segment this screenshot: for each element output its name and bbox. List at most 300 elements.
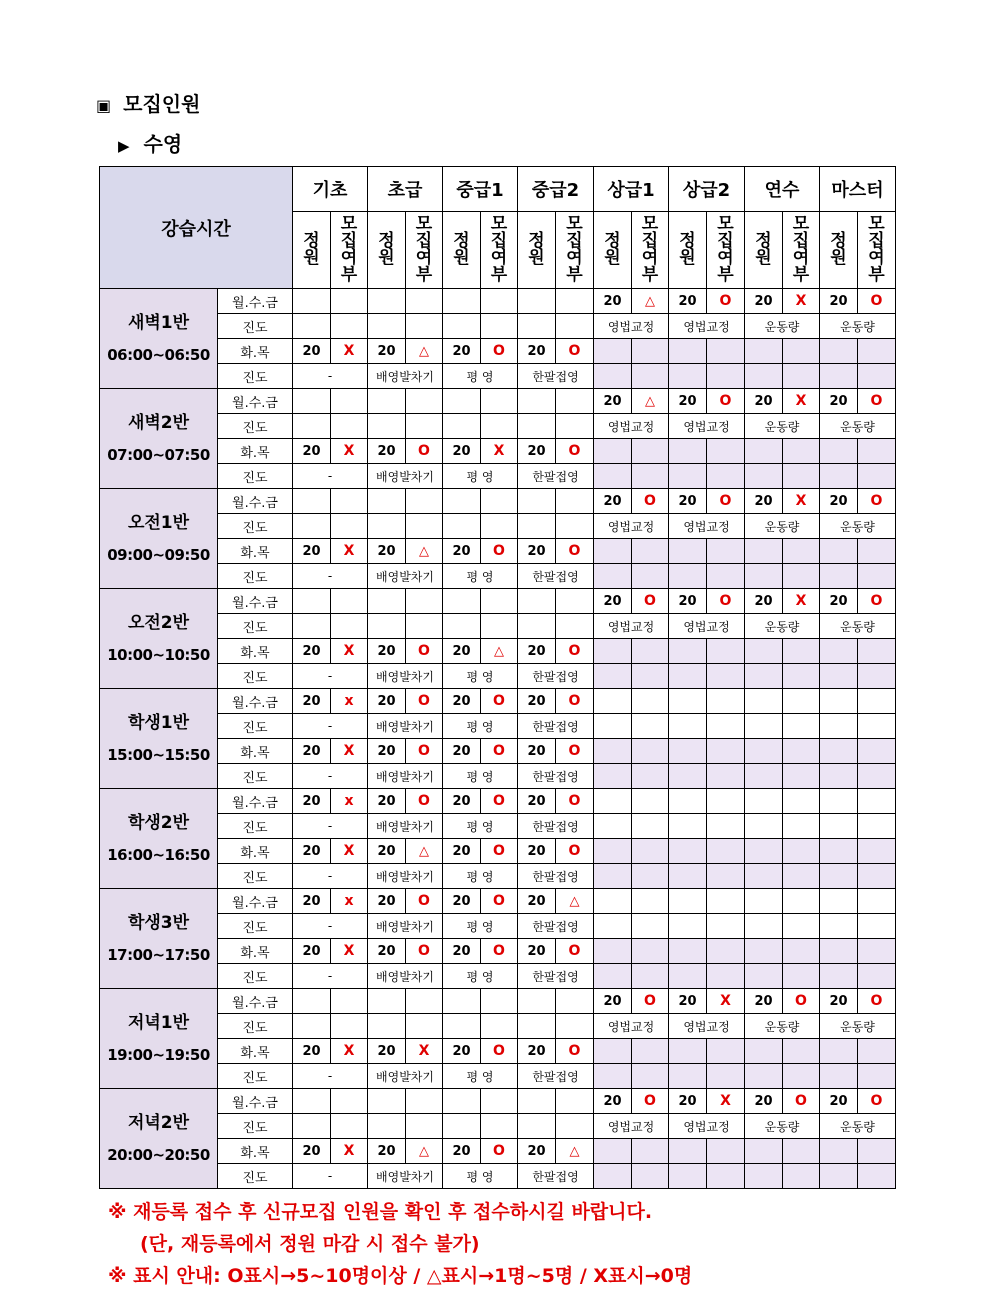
status-mark: O: [406, 739, 443, 764]
corner-header: 강습시간: [100, 167, 293, 289]
empty-cell: [632, 639, 669, 664]
empty-cell: [707, 689, 745, 714]
empty-cell: [556, 289, 594, 314]
empty-cell: [707, 839, 745, 864]
status-mark: x: [331, 789, 368, 814]
empty-cell: [594, 889, 632, 914]
progress-label: 진도: [218, 464, 293, 489]
empty-cell: [707, 539, 745, 564]
table-row: [100, 489, 896, 514]
day-tt-label: 화.목: [218, 439, 293, 464]
capacity-cell: 20: [368, 839, 406, 864]
empty-cell: [669, 889, 707, 914]
status-mark: O: [632, 989, 669, 1014]
class-time: 19:00~19:50: [107, 1045, 210, 1064]
day-mwf-label: 월.수.금: [218, 289, 293, 314]
empty-cell: [820, 789, 858, 814]
empty-cell: [331, 314, 368, 339]
empty-cell: [331, 1114, 368, 1139]
progress-label: 진도: [218, 864, 293, 889]
empty-cell: [632, 939, 669, 964]
empty-cell: [556, 514, 594, 539]
empty-cell: [783, 814, 820, 839]
recruit-status-label: 모집여부: [717, 214, 734, 285]
class-cell: [100, 289, 218, 389]
status-mark: O: [406, 639, 443, 664]
status-mark: O: [632, 1089, 669, 1114]
class-name: 오전1반: [127, 512, 190, 533]
capacity-cell: 20: [820, 589, 858, 614]
empty-cell: [518, 589, 556, 614]
capacity-cell: 20: [820, 489, 858, 514]
progress-cell: 배영발차기: [368, 1064, 443, 1089]
empty-cell: [745, 639, 783, 664]
progress-cell: 한팔접영: [518, 714, 594, 739]
class-name: 학생3반: [127, 912, 190, 933]
empty-cell: [820, 839, 858, 864]
status-mark: O: [858, 489, 896, 514]
day-tt-label: 화.목: [218, 839, 293, 864]
empty-cell: [745, 564, 783, 589]
empty-cell: [443, 614, 481, 639]
capacity-cell: 20: [368, 789, 406, 814]
status-mark: O: [406, 689, 443, 714]
empty-cell: [820, 814, 858, 839]
day-tt-label: 화.목: [218, 339, 293, 364]
empty-cell: [745, 1039, 783, 1064]
status-mark: O: [481, 1139, 518, 1164]
empty-cell: [594, 714, 632, 739]
empty-cell: [745, 1164, 783, 1189]
empty-cell: [783, 1164, 820, 1189]
status-mark: X: [707, 1089, 745, 1114]
empty-cell: [293, 1014, 331, 1039]
empty-cell: [858, 1039, 896, 1064]
empty-cell: [632, 914, 669, 939]
note-reregistration: ※ 재등록 접수 후 신규모집 인원을 확인 후 접수하시길 바랍니다.: [108, 1201, 653, 1223]
capacity-cell: 20: [594, 589, 632, 614]
capacity-cell: 20: [443, 939, 481, 964]
subsection-title: 수영: [143, 132, 183, 156]
progress-cell: -: [293, 364, 368, 389]
empty-cell: [632, 964, 669, 989]
status-mark: X: [406, 1039, 443, 1064]
progress-cell: 한팔접영: [518, 1164, 594, 1189]
capacity-cell: 20: [293, 789, 331, 814]
empty-cell: [368, 614, 406, 639]
capacity-header: [293, 212, 331, 289]
class-cell: [100, 389, 218, 489]
empty-cell: [293, 389, 331, 414]
empty-cell: [707, 814, 745, 839]
recruit-status-label: 모집여부: [566, 214, 583, 285]
table-row: [100, 664, 896, 689]
empty-cell: [707, 339, 745, 364]
progress-cell: -: [293, 914, 368, 939]
empty-cell: [745, 689, 783, 714]
empty-cell: [783, 639, 820, 664]
table-row: [100, 314, 896, 339]
capacity-cell: 20: [518, 839, 556, 864]
progress-cell: 한팔접영: [518, 764, 594, 789]
empty-cell: [858, 939, 896, 964]
empty-cell: [406, 1114, 443, 1139]
empty-cell: [368, 314, 406, 339]
table-row: [100, 914, 896, 939]
empty-cell: [518, 1089, 556, 1114]
status-mark: O: [481, 739, 518, 764]
capacity-cell: 20: [518, 689, 556, 714]
day-tt-label: 화.목: [218, 1039, 293, 1064]
recruit-status-header: [406, 212, 443, 289]
recruit-status-header: [707, 212, 745, 289]
section-heading: [96, 88, 200, 117]
empty-cell: [745, 739, 783, 764]
day-tt-label: 화.목: [218, 639, 293, 664]
empty-cell: [293, 589, 331, 614]
empty-cell: [518, 514, 556, 539]
empty-cell: [594, 1039, 632, 1064]
capacity-cell: 20: [518, 939, 556, 964]
empty-cell: [707, 939, 745, 964]
status-mark: X: [783, 389, 820, 414]
progress-cell: 배영발차기: [368, 364, 443, 389]
progress-cell: 평 영: [443, 464, 518, 489]
empty-cell: [556, 589, 594, 614]
empty-cell: [293, 414, 331, 439]
table-row: [100, 364, 896, 389]
empty-cell: [820, 364, 858, 389]
empty-cell: [707, 1064, 745, 1089]
capacity-label: 정원: [378, 231, 395, 268]
status-mark: X: [331, 739, 368, 764]
empty-cell: [293, 989, 331, 1014]
empty-cell: [707, 739, 745, 764]
class-time: 07:00~07:50: [107, 445, 210, 464]
table-row: [100, 789, 896, 814]
empty-cell: [594, 739, 632, 764]
progress-cell: 배영발차기: [368, 864, 443, 889]
capacity-cell: 20: [518, 739, 556, 764]
empty-cell: [669, 1164, 707, 1189]
status-mark: O: [556, 539, 594, 564]
empty-cell: [331, 1089, 368, 1114]
progress-cell: 영법교정: [594, 314, 669, 339]
empty-cell: [707, 639, 745, 664]
empty-cell: [331, 514, 368, 539]
empty-cell: [293, 614, 331, 639]
empty-cell: [858, 339, 896, 364]
day-mwf-label: 월.수.금: [218, 889, 293, 914]
progress-label: 진도: [218, 664, 293, 689]
progress-cell: 평 영: [443, 364, 518, 389]
day-mwf-label: 월.수.금: [218, 589, 293, 614]
capacity-cell: 20: [293, 739, 331, 764]
capacity-cell: 20: [594, 289, 632, 314]
status-mark: x: [331, 889, 368, 914]
progress-label: 진도: [218, 1014, 293, 1039]
status-mark: O: [707, 289, 745, 314]
empty-cell: [669, 914, 707, 939]
progress-cell: 한팔접영: [518, 814, 594, 839]
empty-cell: [518, 614, 556, 639]
progress-cell: 배영발차기: [368, 814, 443, 839]
empty-cell: [858, 814, 896, 839]
empty-cell: [745, 714, 783, 739]
class-name: 저녁1반: [127, 1012, 190, 1033]
day-mwf-label: 월.수.금: [218, 1089, 293, 1114]
status-mark: X: [707, 989, 745, 1014]
status-mark: O: [556, 439, 594, 464]
empty-cell: [594, 1164, 632, 1189]
empty-cell: [669, 814, 707, 839]
progress-label: 진도: [218, 314, 293, 339]
capacity-header: [368, 212, 406, 289]
empty-cell: [669, 939, 707, 964]
progress-cell: 평 영: [443, 864, 518, 889]
progress-cell: 평 영: [443, 914, 518, 939]
progress-label: 진도: [218, 1064, 293, 1089]
empty-cell: [293, 489, 331, 514]
progress-cell: 평 영: [443, 664, 518, 689]
empty-cell: [443, 389, 481, 414]
empty-cell: [669, 839, 707, 864]
capacity-label: 정원: [755, 231, 772, 268]
empty-cell: [632, 789, 669, 814]
progress-cell: 한팔접영: [518, 914, 594, 939]
empty-cell: [594, 839, 632, 864]
empty-cell: [858, 1139, 896, 1164]
status-mark: O: [556, 939, 594, 964]
empty-cell: [368, 989, 406, 1014]
table-row: [100, 714, 896, 739]
empty-cell: [406, 314, 443, 339]
status-mark: O: [556, 639, 594, 664]
capacity-cell: 20: [368, 689, 406, 714]
capacity-cell: 20: [594, 1089, 632, 1114]
capacity-cell: 20: [443, 839, 481, 864]
empty-cell: [556, 489, 594, 514]
empty-cell: [783, 764, 820, 789]
class-time: 16:00~16:50: [107, 845, 210, 864]
progress-cell: 한팔접영: [518, 864, 594, 889]
recruit-status-header: [783, 212, 820, 289]
empty-cell: [293, 314, 331, 339]
empty-cell: [783, 1039, 820, 1064]
table-row: [100, 764, 896, 789]
empty-cell: [858, 789, 896, 814]
empty-cell: [594, 939, 632, 964]
empty-cell: [481, 989, 518, 1014]
status-mark: X: [331, 639, 368, 664]
status-mark: X: [783, 589, 820, 614]
empty-cell: [556, 989, 594, 1014]
empty-cell: [858, 664, 896, 689]
empty-cell: [669, 789, 707, 814]
table-row: [100, 739, 896, 764]
day-mwf-label: 월.수.금: [218, 989, 293, 1014]
capacity-cell: 20: [443, 789, 481, 814]
empty-cell: [331, 614, 368, 639]
empty-cell: [406, 1089, 443, 1114]
status-mark: O: [556, 339, 594, 364]
empty-cell: [669, 539, 707, 564]
empty-cell: [783, 864, 820, 889]
empty-cell: [669, 1064, 707, 1089]
empty-cell: [745, 664, 783, 689]
empty-cell: [783, 914, 820, 939]
empty-cell: [632, 364, 669, 389]
empty-cell: [518, 314, 556, 339]
capacity-cell: 20: [368, 739, 406, 764]
empty-cell: [783, 664, 820, 689]
empty-cell: [707, 1139, 745, 1164]
empty-cell: [632, 839, 669, 864]
status-mark: X: [331, 839, 368, 864]
status-mark: X: [783, 489, 820, 514]
empty-cell: [443, 314, 481, 339]
empty-cell: [669, 339, 707, 364]
progress-cell: 운동량: [745, 1114, 820, 1139]
empty-cell: [858, 964, 896, 989]
progress-cell: 한팔접영: [518, 664, 594, 689]
empty-cell: [632, 764, 669, 789]
empty-cell: [858, 764, 896, 789]
empty-cell: [745, 864, 783, 889]
table-row: [100, 614, 896, 639]
status-mark: △: [556, 1139, 594, 1164]
status-mark: O: [481, 889, 518, 914]
recruit-status-label: 모집여부: [792, 214, 810, 285]
progress-label: 진도: [218, 914, 293, 939]
progress-cell: 운동량: [745, 514, 820, 539]
capacity-cell: 20: [745, 989, 783, 1014]
notes: [108, 1196, 692, 1292]
note-legend: ※ 표시 안내: O표시→5~10명이상 / △표시→1명~5명 / X표시→0명: [108, 1265, 693, 1287]
class-cell: [100, 489, 218, 589]
empty-cell: [443, 1089, 481, 1114]
capacity-cell: 20: [669, 1089, 707, 1114]
capacity-cell: 20: [518, 639, 556, 664]
empty-cell: [594, 764, 632, 789]
progress-label: 진도: [218, 814, 293, 839]
empty-cell: [443, 989, 481, 1014]
level-header: 중급2: [518, 167, 594, 212]
capacity-cell: 20: [293, 1039, 331, 1064]
empty-cell: [331, 389, 368, 414]
empty-cell: [443, 289, 481, 314]
progress-cell: -: [293, 764, 368, 789]
capacity-cell: 20: [293, 539, 331, 564]
empty-cell: [368, 414, 406, 439]
capacity-header: [745, 212, 783, 289]
progress-cell: 영법교정: [594, 614, 669, 639]
progress-cell: 운동량: [745, 414, 820, 439]
empty-cell: [707, 664, 745, 689]
empty-cell: [669, 1039, 707, 1064]
capacity-label: 정원: [604, 231, 621, 268]
capacity-cell: 20: [594, 389, 632, 414]
empty-cell: [820, 889, 858, 914]
capacity-cell: 20: [293, 839, 331, 864]
status-mark: X: [331, 1039, 368, 1064]
capacity-header: [443, 212, 481, 289]
recruit-status-header: [331, 212, 368, 289]
capacity-cell: 20: [745, 389, 783, 414]
capacity-header: [594, 212, 632, 289]
empty-cell: [632, 864, 669, 889]
status-mark: △: [406, 339, 443, 364]
empty-cell: [331, 589, 368, 614]
empty-cell: [858, 439, 896, 464]
table-row: [100, 989, 896, 1014]
empty-cell: [783, 339, 820, 364]
empty-cell: [331, 289, 368, 314]
empty-cell: [594, 814, 632, 839]
empty-cell: [858, 1064, 896, 1089]
progress-cell: 배영발차기: [368, 764, 443, 789]
empty-cell: [556, 614, 594, 639]
empty-cell: [406, 289, 443, 314]
status-mark: X: [331, 939, 368, 964]
empty-cell: [632, 714, 669, 739]
empty-cell: [556, 1014, 594, 1039]
table-row: [100, 414, 896, 439]
empty-cell: [858, 639, 896, 664]
capacity-cell: 20: [443, 739, 481, 764]
status-mark: △: [632, 389, 669, 414]
progress-cell: 한팔접영: [518, 464, 594, 489]
empty-cell: [368, 1014, 406, 1039]
status-mark: O: [858, 289, 896, 314]
progress-cell: 영법교정: [669, 614, 745, 639]
capacity-cell: 20: [443, 439, 481, 464]
progress-cell: -: [293, 1164, 368, 1189]
capacity-cell: 20: [368, 439, 406, 464]
empty-cell: [669, 764, 707, 789]
table-row: [100, 1039, 896, 1064]
status-mark: X: [783, 289, 820, 314]
level-header: 기초: [293, 167, 368, 212]
capacity-label: 정원: [679, 231, 696, 268]
empty-cell: [707, 864, 745, 889]
empty-cell: [707, 439, 745, 464]
empty-cell: [820, 1039, 858, 1064]
day-tt-label: 화.목: [218, 1139, 293, 1164]
empty-cell: [745, 889, 783, 914]
empty-cell: [331, 1014, 368, 1039]
table-row: [100, 964, 896, 989]
table-row: [100, 639, 896, 664]
empty-cell: [632, 689, 669, 714]
capacity-header: [518, 212, 556, 289]
empty-cell: [783, 464, 820, 489]
status-mark: O: [481, 539, 518, 564]
progress-cell: 운동량: [820, 514, 896, 539]
empty-cell: [858, 889, 896, 914]
status-mark: O: [556, 789, 594, 814]
empty-cell: [594, 864, 632, 889]
empty-cell: [783, 714, 820, 739]
empty-cell: [293, 1089, 331, 1114]
status-mark: O: [481, 839, 518, 864]
capacity-cell: 20: [293, 689, 331, 714]
progress-cell: 한팔접영: [518, 964, 594, 989]
capacity-cell: 20: [293, 639, 331, 664]
status-mark: X: [331, 439, 368, 464]
empty-cell: [594, 564, 632, 589]
empty-cell: [858, 364, 896, 389]
